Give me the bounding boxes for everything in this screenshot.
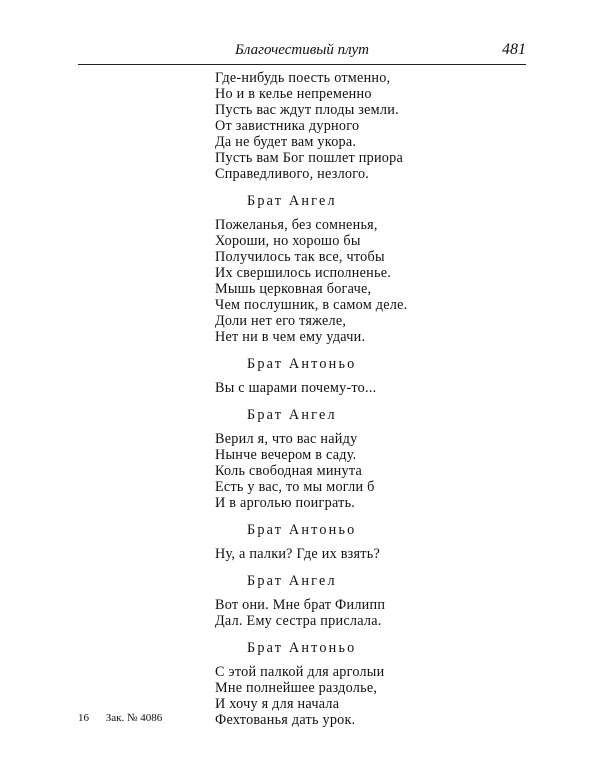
running-title: Благочестивый плут [235,42,369,58]
verse-line: Хороши, но хорошо бы [215,233,361,249]
signature-mark: 16 [78,712,89,724]
speaker-name: Брат Антоньо [247,640,357,656]
verse-line: Чем послушник, в самом деле. [215,297,408,313]
stanza [215,406,515,511]
speaker-name: Брат Ангел [247,573,337,589]
verse-line: Получилось так все, чтобы [215,249,385,265]
stanza [215,355,515,396]
speaker-name: Брат Ангел [247,193,337,209]
verse-line: Где-нибудь поесть отменно, [215,70,391,86]
verse-line: Доли нет его тяжеле, [215,313,347,329]
printer-footer [78,712,162,724]
verse-line: Справедливого, незлого. [215,166,370,182]
running-head [78,42,526,62]
verse-line: Есть у вас, то мы могли б [215,479,375,495]
verse-line: Но и в келье непременно [215,86,372,102]
verse-line: Пожеланья, без сомненья, [215,217,378,233]
verse-line: Мне полнейшее раздолье, [215,680,378,696]
stanza [215,639,515,728]
verse-line: От завистника дурного [215,118,360,134]
poem-text [215,70,515,728]
verse-line: Верил я, что вас найду [215,431,358,447]
verse-line: Фехтованья дать урок. [215,712,356,728]
verse-line: Вы с шарами почему-то... [215,380,377,396]
verse-line: Да не будет вам укора. [215,134,357,150]
verse-line: Коль свободная минута [215,463,363,479]
verse-line: Ну, а палки? Где их взять? [215,546,381,562]
verse-line: Пусть вас ждут плоды земли. [215,102,399,118]
stanza [215,192,515,345]
stanza [215,521,515,562]
stanza [215,70,515,182]
verse-line: Мышь церковная богаче, [215,281,372,297]
stanza [215,572,515,629]
verse-line: Дал. Ему сестра прислала. [215,613,382,629]
verse-line: Нынче вечером в саду. [215,447,357,463]
verse-line: Нет ни в чем ему удачи. [215,329,366,345]
verse-line: Вот они. Мне брат Филипп [215,597,386,613]
verse-line: И в арголью поиграть. [215,495,356,511]
speaker-name: Брат Ангел [247,407,337,423]
verse-line: И хочу я для начала [215,696,340,712]
verse-line: Пусть вам Бог пошлет приора [215,150,404,166]
page-number: 481 [502,41,526,58]
print-order-number: Зак. № 4086 [105,712,163,724]
speaker-name: Брат Антоньо [247,356,357,372]
header-rule [78,64,526,65]
verse-line: С этой палкой для арголыи [215,664,385,680]
speaker-name: Брат Антоньо [247,522,357,538]
verse-line: Их свершилось исполненье. [215,265,392,281]
